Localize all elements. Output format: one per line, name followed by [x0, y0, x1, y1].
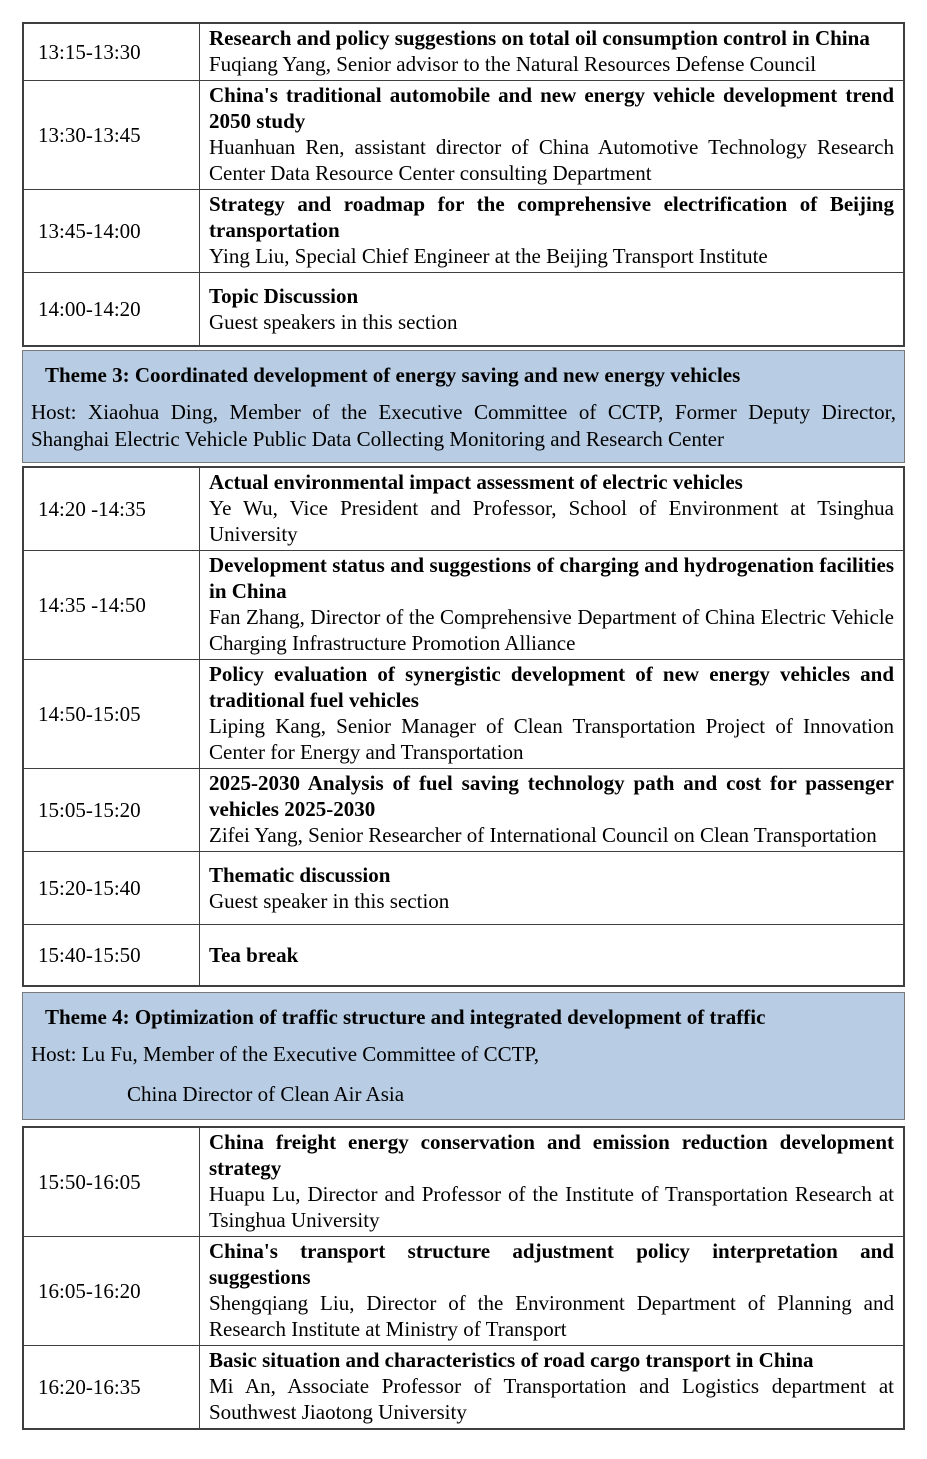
session-title: Research and policy suggestions on total oil consumption control in China — [209, 26, 870, 50]
session-row — [24, 272, 903, 345]
session-details — [200, 551, 903, 659]
session-time: 15:50-16:05 — [24, 1128, 200, 1236]
session-title: Topic Discussion — [209, 284, 359, 308]
session-speaker: Ye Wu, Vice President and Professor, School of Environment at Tsinghua University — [209, 496, 894, 546]
session-time: 16:20-16:35 — [24, 1346, 200, 1428]
theme-3-host: Host: Xiaohua Ding, Member of the Executive Committee of CCTP, Former Deputy Director, Shanghai Electric Vehicle Public Data Collecting Monitoring and Research Center — [31, 400, 896, 451]
session-speaker: Shengqiang Liu, Director of the Environment Department of Planning and Research Institute at Ministry of Transport — [209, 1291, 894, 1341]
theme-4-host-line-1: Host: Lu Fu, Member of the Executive Committee of CCTP, — [31, 1042, 540, 1066]
session-speaker: Fuqiang Yang, Senior advisor to the Natural Resources Defense Council — [209, 52, 817, 76]
session-details — [200, 1346, 903, 1428]
session-details — [200, 769, 903, 851]
session-details — [200, 660, 903, 768]
session-details — [200, 273, 903, 345]
session-title: Basic situation and characteristics of road cargo transport in China — [209, 1348, 814, 1372]
session-row — [24, 24, 903, 80]
theme-3-band — [22, 350, 905, 463]
session-title: Policy evaluation of synergistic development of new energy vehicles and traditional fuel vehicles — [209, 662, 894, 712]
session-time: 14:35 -14:50 — [24, 551, 200, 659]
session-time: 14:50-15:05 — [24, 660, 200, 768]
session-speaker: Huanhuan Ren, assistant director of China Automotive Technology Research Center Data Resource Center consulting Department — [209, 135, 894, 185]
session-time: 13:30-13:45 — [24, 81, 200, 189]
session-row — [24, 189, 903, 272]
session-row — [24, 550, 903, 659]
theme-3-title: Theme 3: Coordinated development of energy saving and new energy vehicles — [45, 363, 741, 387]
session-details — [200, 852, 903, 924]
session-title: China's transport structure adjustment policy interpretation and suggestions — [209, 1239, 894, 1289]
session-row — [24, 1345, 903, 1428]
session-row — [24, 924, 903, 985]
session-title: Strategy and roadmap for the comprehensive electrification of Beijing transportation — [209, 192, 894, 242]
session-row — [24, 1236, 903, 1345]
session-title: Tea break — [209, 943, 299, 967]
session-speaker: Fan Zhang, Director of the Comprehensive Department of China Electric Vehicle Charging Infrastructure Promotion Alliance — [209, 605, 894, 655]
session-speaker: Guest speakers in this section — [209, 310, 458, 334]
theme-4-title: Theme 4: Optimization of traffic structure and integrated development of traffic — [45, 1005, 766, 1029]
session-row — [24, 1128, 903, 1236]
session-details — [200, 468, 903, 550]
session-time: 14:20 -14:35 — [24, 468, 200, 550]
session-speaker: Ying Liu, Special Chief Engineer at the Beijing Transport Institute — [209, 244, 768, 268]
session-row — [24, 468, 903, 550]
session-time: 13:15-13:30 — [24, 24, 200, 80]
session-row — [24, 851, 903, 924]
session-speaker: Zifei Yang, Senior Researcher of International Council on Clean Transportation — [209, 823, 877, 847]
session-time: 14:00-14:20 — [24, 273, 200, 345]
session-title: China's traditional automobile and new energy vehicle development trend 2050 study — [209, 83, 894, 133]
session-time: 15:40-15:50 — [24, 925, 200, 985]
session-time: 15:05-15:20 — [24, 769, 200, 851]
session-title: Development status and suggestions of charging and hydrogenation facilities in China — [209, 553, 894, 603]
session-speaker: Huapu Lu, Director and Professor of the Institute of Transportation Research at Tsinghua University — [209, 1182, 894, 1232]
session-row — [24, 659, 903, 768]
session-title: China freight energy conservation and emission reduction development strategy — [209, 1130, 894, 1180]
session-speaker: Liping Kang, Senior Manager of Clean Transportation Project of Innovation Center for Energy and Transportation — [209, 714, 894, 764]
session-time: 13:45-14:00 — [24, 190, 200, 272]
session-time: 15:20-15:40 — [24, 852, 200, 924]
session-details — [200, 925, 903, 985]
session-time: 16:05-16:20 — [24, 1237, 200, 1345]
agenda-table-section-2 — [22, 466, 905, 987]
session-row — [24, 768, 903, 851]
theme-4-host — [31, 1041, 896, 1108]
session-details — [200, 190, 903, 272]
agenda-table-section-1 — [22, 22, 905, 347]
session-title: Thematic discussion — [209, 863, 391, 887]
session-details — [200, 1237, 903, 1345]
session-row — [24, 80, 903, 189]
agenda-table-section-3 — [22, 1126, 905, 1430]
session-title: 2025-2030 Analysis of fuel saving technology path and cost for passenger vehicles 2025-2030 — [209, 771, 894, 821]
theme-4-band — [22, 992, 905, 1120]
session-details — [200, 81, 903, 189]
session-details — [200, 1128, 903, 1236]
session-details — [200, 24, 903, 80]
session-title: Actual environmental impact assessment of electric vehicles — [209, 470, 743, 494]
session-speaker: Guest speaker in this section — [209, 889, 450, 913]
session-speaker: Mi An, Associate Professor of Transportation and Logistics department at Southwest Jiaotong University — [209, 1374, 894, 1424]
theme-4-host-line-2: China Director of Clean Air Asia — [127, 1082, 405, 1106]
